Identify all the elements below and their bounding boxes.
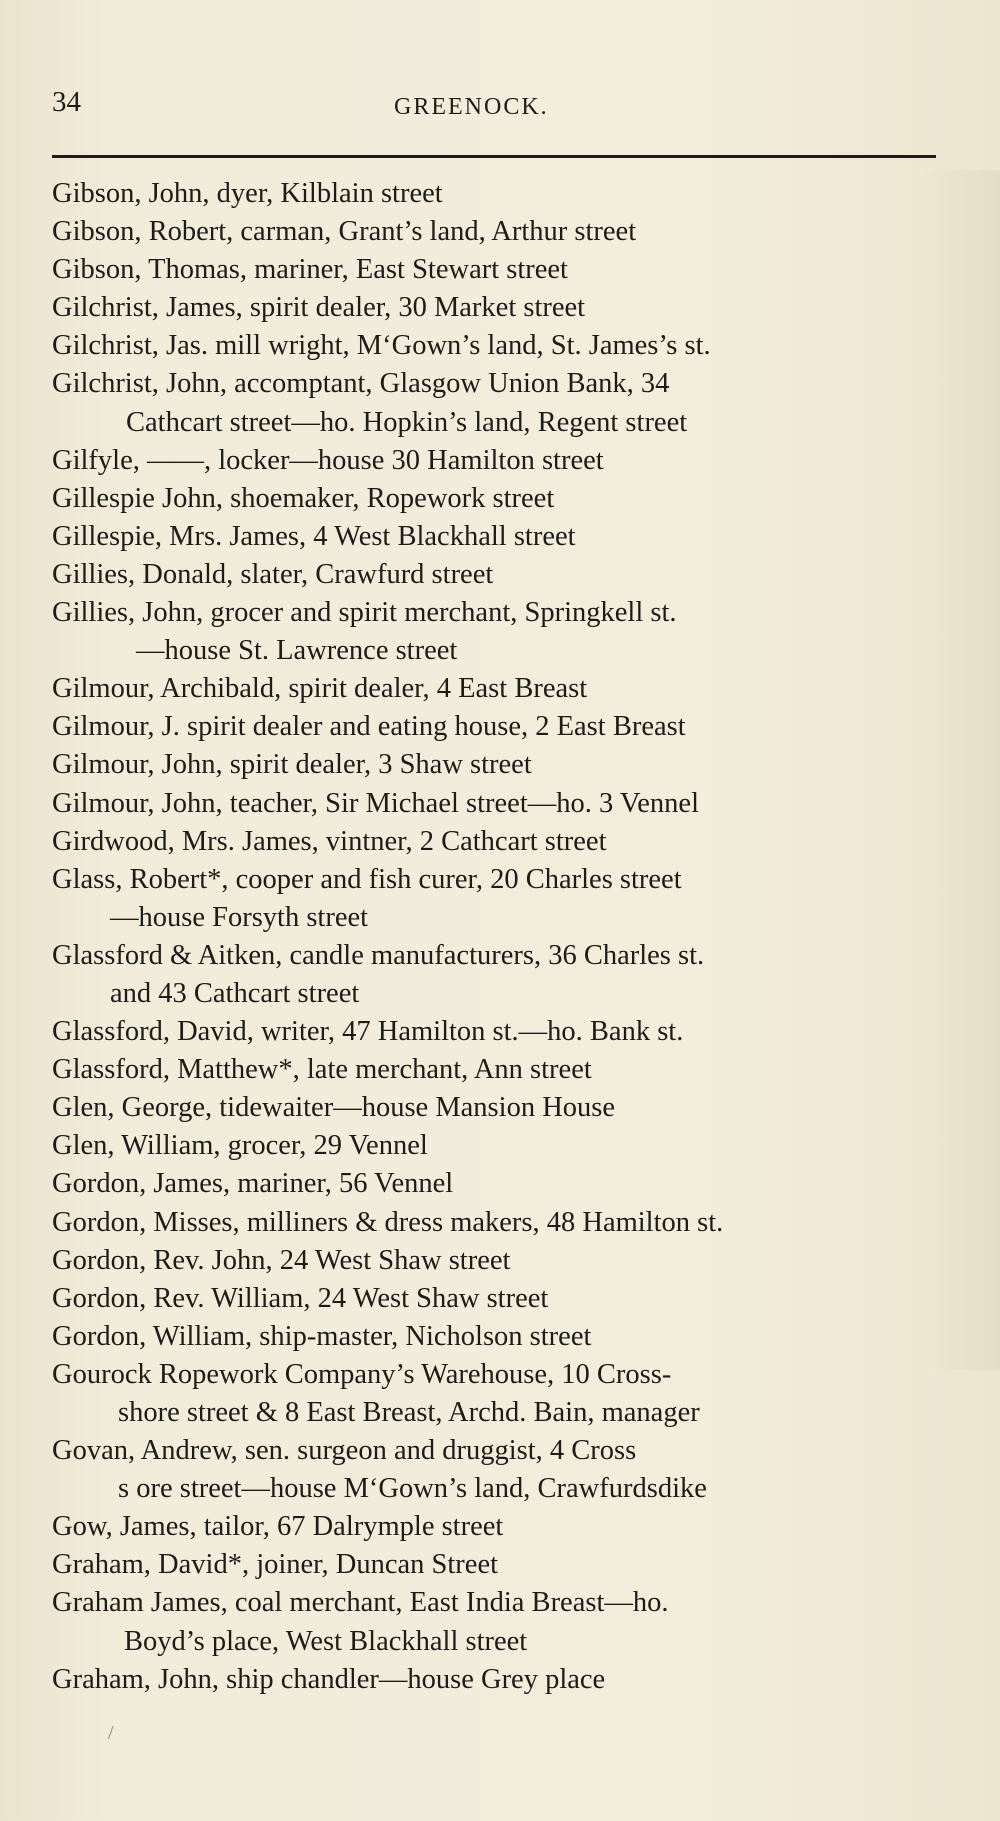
entry-line: Gibson, Robert, carman, Grant’s land, Arthur street <box>52 216 637 248</box>
entry-line: Graham, David*, joiner, Duncan Street <box>52 1549 499 1581</box>
entry-line: Gibson, John, dyer, Kilblain street <box>52 178 443 209</box>
entry-line: Gilchrist, Jas. mill wright, M‘Gown’s land, St. James’s st. <box>52 330 711 362</box>
entry-line: Gillies, Donald, slater, Crawfurd street <box>52 558 494 590</box>
entry-line: Gilmour, John, spirit dealer, 3 Shaw street <box>52 749 532 781</box>
entry-line: Gordon, Misses, milliners & dress makers, 48 Hamilton st. <box>52 1206 724 1238</box>
entry-line: Gilmour, J. spirit dealer and eating house, 2 East Breast <box>52 711 686 743</box>
entry-line: Gilchrist, John, accomptant, Glasgow Union Bank, 34 <box>52 368 670 400</box>
entry-line: Gow, James, tailor, 67 Dalrymple street <box>52 1511 504 1543</box>
entry-line: Gordon, Rev. John, 24 West Shaw street <box>52 1244 511 1276</box>
entry-continuation: and 43 Cathcart street <box>110 977 360 1009</box>
entry-line: Glass, Robert*, cooper and fish curer, 20 Charles street <box>52 863 682 895</box>
entry-line: Gillies, John, grocer and spirit merchant, Springkell st. <box>52 597 677 629</box>
page-header <box>52 85 936 129</box>
entry-line: Gilmour, Archibald, spirit dealer, 4 East Breast <box>52 673 588 705</box>
entry-line: Graham, John, ship chandler—house Grey place <box>52 1663 606 1695</box>
entry-line: Govan, Andrew, sen. surgeon and druggist, 4 Cross <box>52 1435 637 1467</box>
ink-speck: / <box>108 1722 114 1744</box>
entry-continuation: —house St. Lawrence street <box>136 635 458 667</box>
entry-line: Gibson, Thomas, mariner, East Stewart street <box>52 254 568 286</box>
header-rule <box>52 155 936 158</box>
page-number: 34 <box>52 86 81 118</box>
entry-continuation: s ore street—house M‘Gown’s land, Crawfurdsdike <box>118 1473 707 1505</box>
entry-line: Graham James, coal merchant, East India Breast—ho. <box>52 1587 669 1619</box>
entry-line: Gordon, William, ship-master, Nicholson street <box>52 1320 592 1352</box>
entry-continuation: —house Forsyth street <box>110 901 369 933</box>
entry-line: Glassford, David, writer, 47 Hamilton st.—ho. Bank st. <box>52 1016 684 1048</box>
entry-line: Gillespie, Mrs. James, 4 West Blackhall street <box>52 520 576 552</box>
entry-line: Gilfyle, ——, locker—house 30 Hamilton street <box>52 444 604 476</box>
entry-continuation: Cathcart street—ho. Hopkin’s land, Regent street <box>126 406 688 438</box>
entry-line: Gourock Ropework Company’s Warehouse, 10 Cross- <box>52 1358 672 1390</box>
entry-line: Gordon, Rev. William, 24 West Shaw street <box>52 1282 549 1314</box>
entry-line: Gordon, James, mariner, 56 Vennel <box>52 1168 454 1200</box>
entry-line: Glassford, Matthew*, late merchant, Ann street <box>52 1054 592 1086</box>
directory-entries <box>52 175 947 1699</box>
entry-line: Gillespie John, shoemaker, Ropework street <box>52 482 555 514</box>
entry-line: Glen, William, grocer, 29 Vennel <box>52 1130 428 1162</box>
entry-line: Girdwood, Mrs. James, vintner, 2 Cathcart street <box>52 825 607 857</box>
entry-line: Gilchrist, James, spirit dealer, 30 Market street <box>52 292 586 324</box>
entry-line: Glassford & Aitken, candle manufacturers, 36 Charles st. <box>52 939 705 971</box>
entry-line: Glen, George, tidewaiter—house Mansion House <box>52 1092 616 1124</box>
entry-line: Gilmour, John, teacher, Sir Michael street—ho. 3 Vennel <box>52 787 699 819</box>
running-head: GREENOCK. <box>394 94 549 120</box>
entry-continuation: Boyd’s place, West Blackhall street <box>124 1625 528 1657</box>
entry-continuation: shore street & 8 East Breast, Archd. Bain, manager <box>118 1397 700 1428</box>
